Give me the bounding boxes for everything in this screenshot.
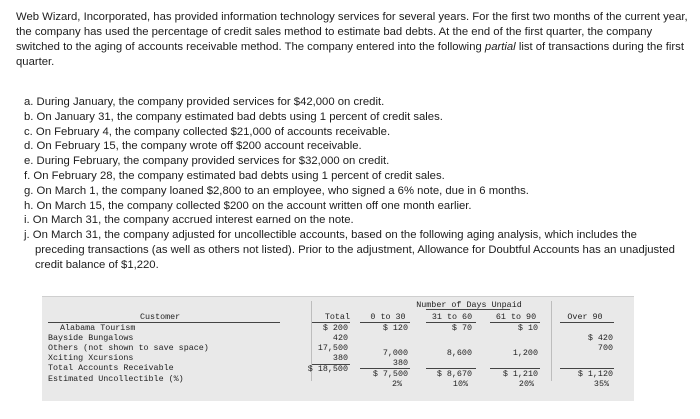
header-underline: [560, 322, 614, 323]
bucket-31-60-cell: $ 70: [451, 323, 472, 333]
intro-text-end: list of transactions during the first quarter.: [16, 41, 684, 68]
customer-cell: Alabama Tourism: [60, 323, 136, 333]
transaction-list: [24, 95, 684, 273]
bucket-over-90-header: Over 90: [567, 312, 603, 322]
customer-cell: Xciting Xcursions: [48, 353, 134, 363]
transaction-g: g. On March 1, the company loaned $2,800 to an employee, who signed a 6% note, due in 6 months.: [24, 184, 529, 197]
customer-header: Customer: [140, 312, 181, 322]
bucket-over-90-cell: $ 420: [587, 333, 613, 343]
problem-intro: [16, 10, 692, 70]
transaction-j: j. On March 31, the company adjusted for uncollectible accounts, based on the following aging analysis, which includes the preceding transactions (as well as others not listed). Prior to the adjustment, Allowance for Doubtful Accounts has an unadjusted credit balance of $1,220.: [24, 229, 675, 271]
bucket-31-60-cell: 8,600: [446, 348, 472, 358]
customer-cell: Bayside Bungalows: [48, 333, 134, 343]
bucket-0-30-cell: 380: [392, 358, 408, 368]
days-unpaid-header: Number of Days Unpaid: [416, 300, 522, 310]
transaction-e: e. During February, the company provided services for $32,000 on credit.: [24, 155, 390, 168]
transaction-a: a. During January, the company provided services for $42,000 on credit.: [24, 96, 385, 108]
bucket-61-90-cell: $ 1,210: [502, 369, 538, 379]
bucket-61-90-cell: 20%: [518, 379, 534, 389]
transaction-c: c. On February 4, the company collected $21,000 of accounts receivable.: [24, 125, 391, 138]
transaction-i: i. On March 31, the company accrued interest earned on the note.: [24, 214, 354, 227]
total-cell: $ 18,500: [307, 364, 348, 374]
bucket-0-30-cell: $ 7,500: [372, 369, 408, 379]
transaction-h: h. On March 15, the company collected $200 on the account written off one month earlier.: [24, 199, 472, 212]
header-underline: [426, 309, 510, 310]
total-header: Total: [324, 312, 350, 322]
bucket-over-90-cell: 700: [597, 343, 613, 353]
bucket-31-60-cell: $ 8,670: [436, 369, 472, 379]
bucket-0-30-cell: 7,000: [382, 348, 408, 358]
aging-table: [42, 296, 634, 401]
bucket-0-30-cell: 2%: [391, 379, 402, 389]
transaction-d: d. On February 15, the company wrote off $200 account receivable.: [24, 140, 362, 153]
bucket-31-60-header: 31 to 60: [431, 312, 473, 322]
bucket-0-30-header: 0 to 30: [370, 312, 406, 322]
bucket-over-90-cell: 35%: [593, 379, 609, 389]
total-cell: 17,500: [317, 343, 348, 353]
bucket-0-30-cell: $ 120: [382, 323, 408, 333]
intro-text: Web Wizard, Incorporated, has provided information technology services for several years. For the first two months of the current year, the company has used the percentage of credit sales method to estimate bad debts. At the end of the first quarter, the company switched to the aging of accounts receivable method. The company entered into the following: [16, 11, 688, 53]
bucket-31-60-cell: 10%: [452, 379, 468, 389]
bucket-61-90-header: 61 to 90: [495, 312, 537, 322]
column-divider: [551, 301, 552, 381]
transaction-f: f. On February 28, the company estimated bad debts using 1 percent of credit sales.: [24, 169, 445, 182]
bucket-over-90-cell: $ 1,120: [577, 369, 613, 379]
customer-cell: Estimated Uncollectible (%): [48, 374, 184, 384]
transaction-b: b. On January 31, the company estimated bad debts using 1 percent of credit sales.: [24, 110, 443, 123]
total-cell: 380: [332, 353, 348, 363]
total-cell: 420: [332, 333, 348, 343]
customer-cell: Others (not shown to save space): [48, 343, 209, 353]
bucket-61-90-cell: $ 10: [517, 323, 538, 333]
intro-partial: partial: [484, 41, 516, 53]
customer-cell: Total Accounts Receivable: [48, 363, 174, 373]
total-cell: $ 200: [322, 323, 348, 333]
bucket-61-90-cell: 1,200: [512, 348, 538, 358]
